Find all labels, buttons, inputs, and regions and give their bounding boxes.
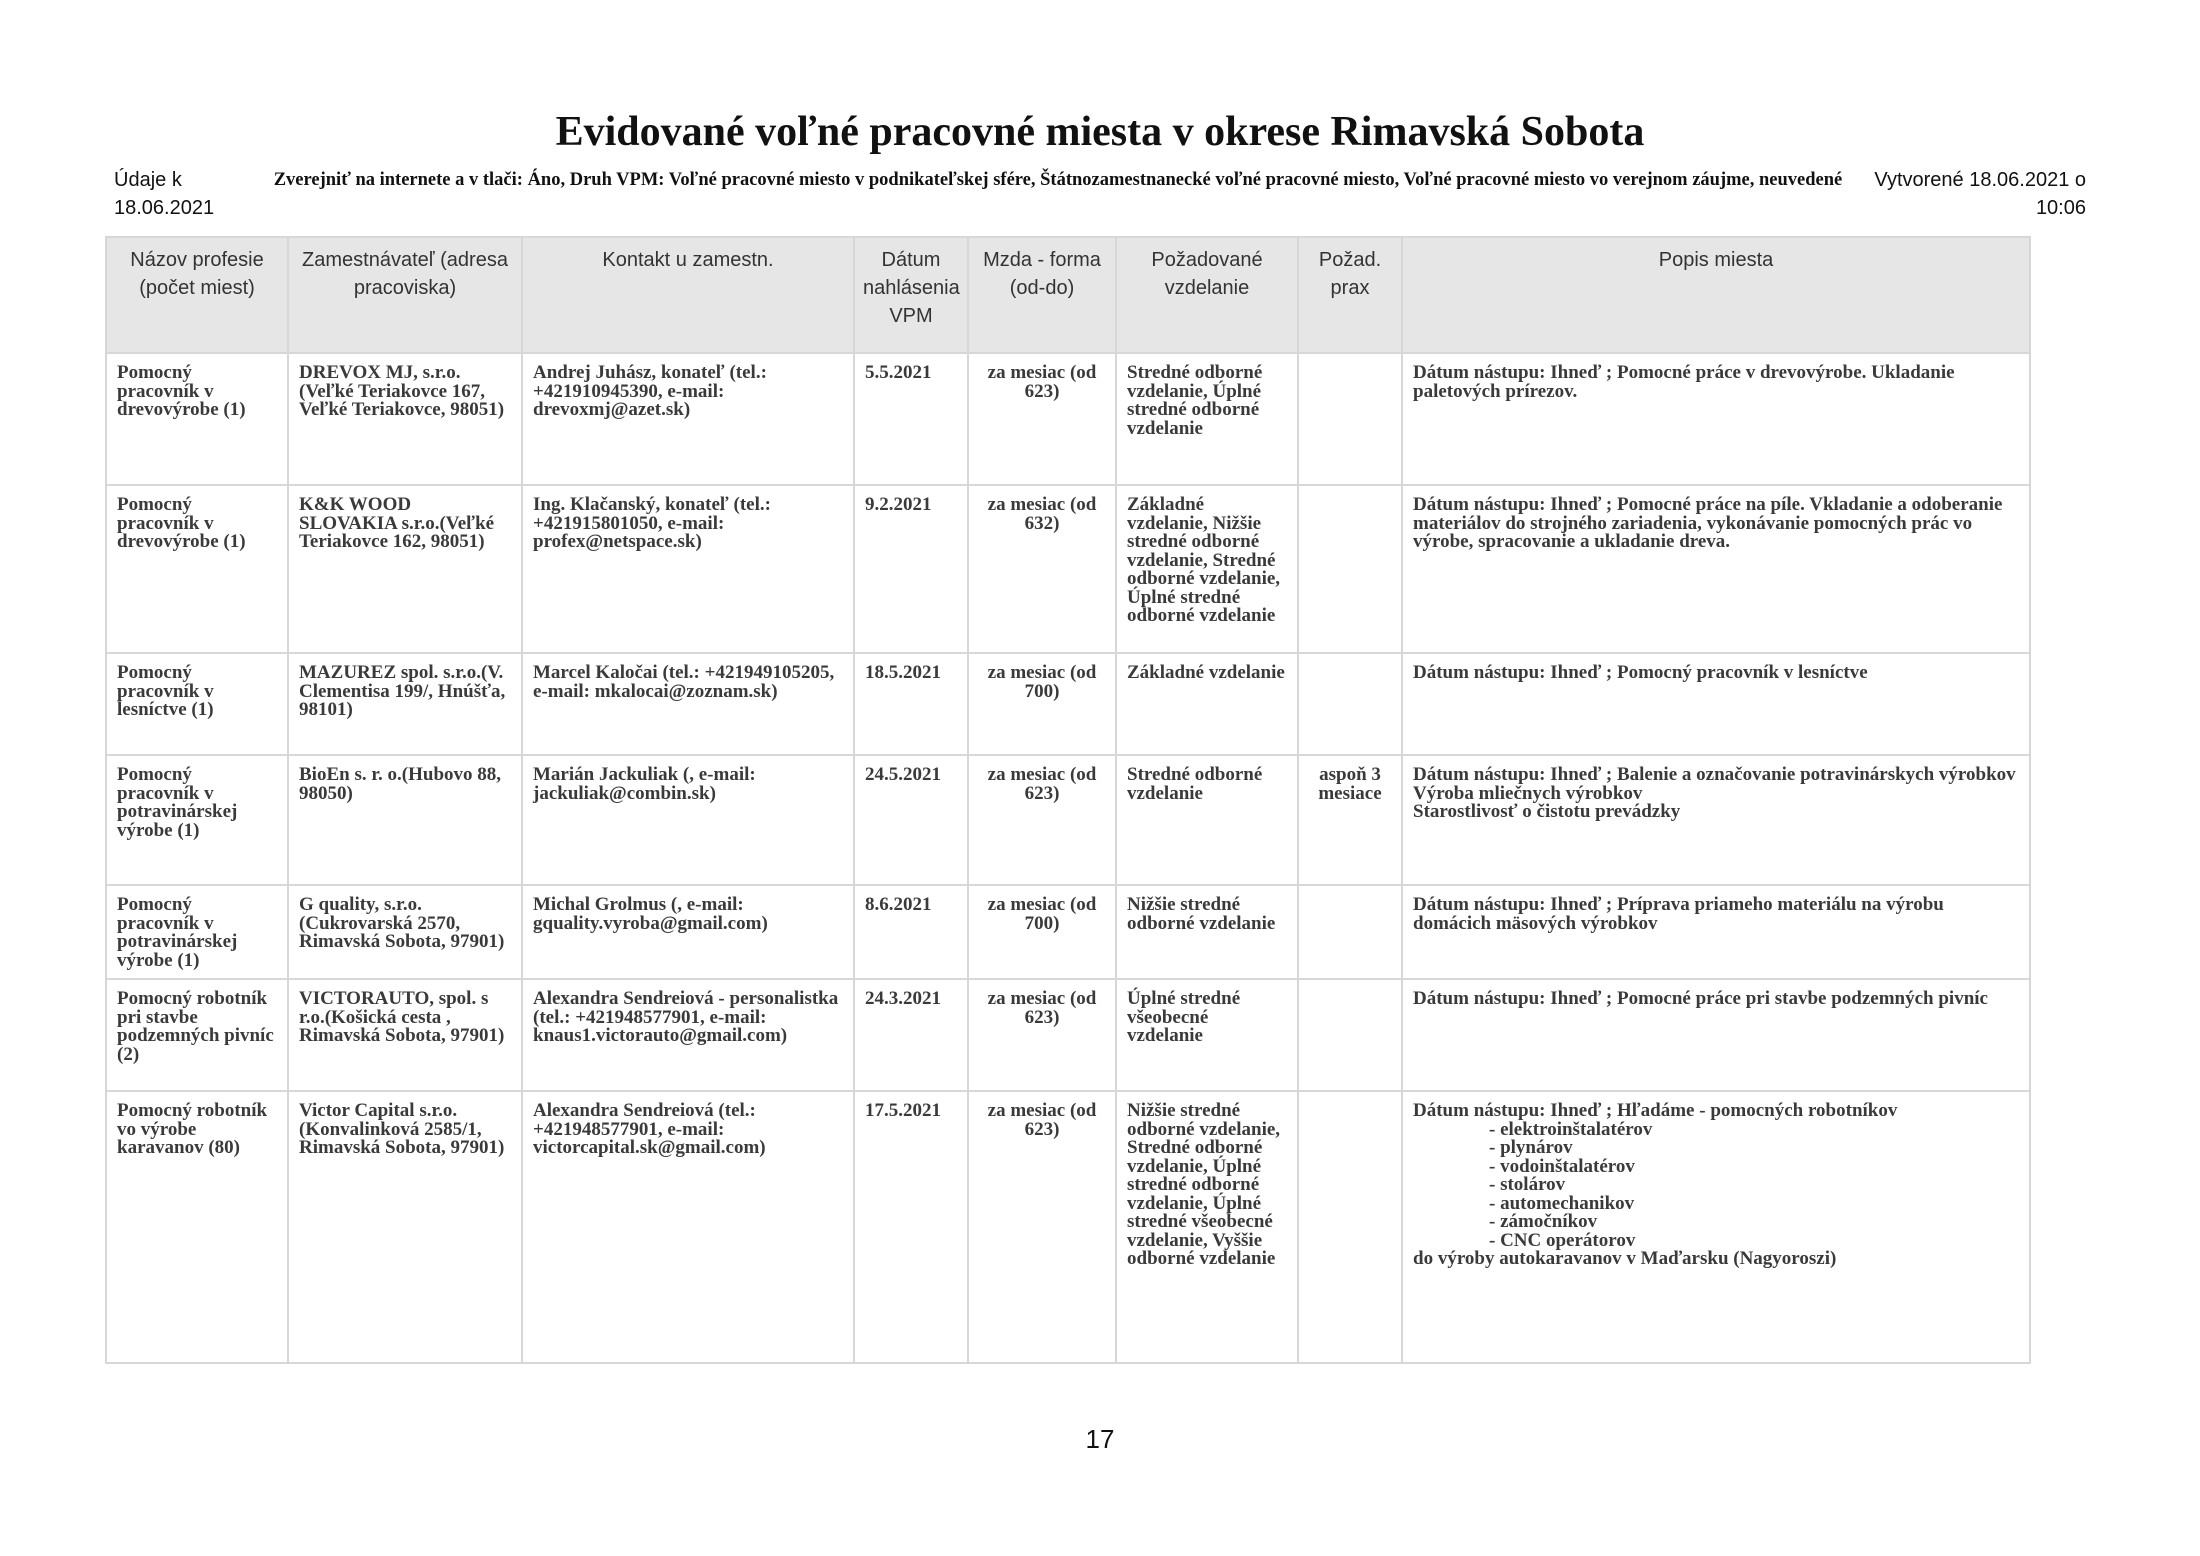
description-line: - automechanikov bbox=[1489, 1192, 1635, 1214]
practice-cell bbox=[1298, 653, 1402, 755]
column-header-description: Popis miesta bbox=[1402, 237, 2030, 353]
description-line: - vodoinštalatérov bbox=[1489, 1155, 1635, 1177]
education-cell: Úplné stredné všeobecné vzdelanie bbox=[1116, 979, 1298, 1091]
contact-cell: Marián Jackuliak (, e-mail: jackuliak@combin.sk) bbox=[522, 755, 854, 885]
practice-cell bbox=[1298, 485, 1402, 653]
table-row bbox=[106, 1091, 2030, 1363]
description-line: Výroba mliečnych výrobkov bbox=[1413, 782, 1643, 804]
practice-cell bbox=[1298, 1091, 1402, 1363]
profession-cell: Pomocný robotník pri stavbe podzemných pivníc (2) bbox=[106, 979, 288, 1091]
page-title: Evidované voľné pracovné miesta v okrese Rimavská Sobota bbox=[555, 109, 1645, 155]
column-header-wage: Mzda - forma (od-do) bbox=[968, 237, 1116, 353]
contact-cell: Alexandra Sendreiová - personalistka (tel.: +421948577901, e-mail: knaus1.victorauto@gmail.com) bbox=[522, 979, 854, 1091]
practice-cell bbox=[1298, 979, 1402, 1091]
employer-cell: DREVOX MJ, s.r.o.(Veľké Teriakovce 167, Veľké Teriakovce, 98051) bbox=[288, 353, 522, 485]
column-header-employer: Zamestnávateľ (adresa pracoviska) bbox=[288, 237, 522, 353]
employer-cell: G quality, s.r.o.(Cukrovarská 2570, Rimavská Sobota, 97901) bbox=[288, 885, 522, 979]
description-line: Starostlivosť o čistotu prevádzky bbox=[1413, 801, 1681, 822]
practice-cell bbox=[1298, 353, 1402, 485]
description-line: - zámočníkov bbox=[1489, 1211, 1598, 1232]
description-line: Dátum nástupu: Ihneď ; Pomocné práce v drevovýrobe. Ukladanie paletových prírezov. bbox=[1413, 362, 1955, 402]
education-cell: Nižšie stredné odborné vzdelanie bbox=[1116, 885, 1298, 979]
education-cell: Stredné odborné vzdelanie, Úplné stredné odborné vzdelanie bbox=[1116, 353, 1298, 485]
wage-cell: za mesiac (od 623) bbox=[968, 979, 1116, 1091]
table-row bbox=[106, 979, 2030, 1091]
table-row bbox=[106, 485, 2030, 653]
date-cell: 17.5.2021 bbox=[854, 1091, 968, 1363]
vacancies-table bbox=[105, 236, 2031, 1364]
employer-cell: VICTORAUTO, spol. s r.o.(Košická cesta , Rimavská Sobota, 97901) bbox=[288, 979, 522, 1091]
contact-cell: Marcel Kaločai (tel.: +421949105205, e-mail: mkalocai@zoznam.sk) bbox=[522, 653, 854, 755]
practice-cell bbox=[1298, 885, 1402, 979]
column-header-date: Dátum nahlásenia VPM bbox=[854, 237, 968, 353]
wage-cell: za mesiac (od 623) bbox=[968, 755, 1116, 885]
profession-cell: Pomocný pracovník v drevovýrobe (1) bbox=[106, 485, 288, 653]
wage-cell: za mesiac (od 700) bbox=[968, 885, 1116, 979]
wage-cell: za mesiac (od 623) bbox=[968, 1091, 1116, 1363]
description-line: - plynárov bbox=[1489, 1137, 1573, 1158]
description-line: Dátum nástupu: Ihneď ; Balenie a označovanie potravinárskych výrobkov bbox=[1413, 764, 2016, 785]
column-header-contact: Kontakt u zamestn. bbox=[522, 237, 854, 353]
date-cell: 18.5.2021 bbox=[854, 653, 968, 755]
column-header-profession: Názov profesie (počet miest) bbox=[106, 237, 288, 353]
publication-filter: Zverejniť na internete a v tlači: Áno, Druh VPM: Voľné pracovné miesto v podnikateľskej sfére, Štátnozamestnanecké voľné pracovné miesto, Voľné pracovné miesto vo verejnom záujme, neuvedené bbox=[273, 170, 1843, 190]
data-as-of-date: 18.06.2021 bbox=[114, 197, 215, 219]
table-header-row bbox=[106, 237, 2030, 353]
data-as-of bbox=[114, 166, 254, 222]
data-as-of-label: Údaje k bbox=[114, 169, 182, 191]
education-cell: Nižšie stredné odborné vzdelanie, Stredné odborné vzdelanie, Úplné stredné odborné vzdelanie, Úplné stredné všeobecné vzdelanie, Vyššie odborné vzdelanie bbox=[1116, 1091, 1298, 1363]
description-line: - stolárov bbox=[1489, 1174, 1566, 1195]
practice-cell: aspoň 3 mesiace bbox=[1298, 755, 1402, 885]
description-cell bbox=[1402, 1091, 2030, 1363]
description-line: Dátum nástupu: Ihneď ; Pomocný pracovník v lesníctve bbox=[1413, 662, 1868, 683]
description-cell bbox=[1402, 979, 2030, 1091]
profession-cell: Pomocný pracovník v potravinárskej výrobe (1) bbox=[106, 755, 288, 885]
wage-cell: za mesiac (od 623) bbox=[968, 353, 1116, 485]
education-cell: Základné vzdelanie, Nižšie stredné odborné vzdelanie, Stredné odborné vzdelanie, Úplné stredné odborné vzdelanie bbox=[1116, 485, 1298, 653]
wage-cell: za mesiac (od 632) bbox=[968, 485, 1116, 653]
description-line: Dátum nástupu: Ihneď ; Pomocné práce pri stavbe podzemných pivníc bbox=[1413, 988, 1988, 1009]
employer-cell: MAZUREZ spol. s.r.o.(V. Clementisa 199/, Hnúšťa, 98101) bbox=[288, 653, 522, 755]
contact-cell: Ing. Klačanský, konateľ (tel.: +421915801050, e-mail: profex@netspace.sk) bbox=[522, 485, 854, 653]
wage-cell: za mesiac (od 700) bbox=[968, 653, 1116, 755]
description-line: Dátum nástupu: Ihneď ; Pomocné práce na píle. Vkladanie a odoberanie materiálov do strojného zariadenia, vykonávanie pomocných prác vo výrobe, spracovanie a ukladanie dreva. bbox=[1413, 494, 2003, 552]
education-cell: Stredné odborné vzdelanie bbox=[1116, 755, 1298, 885]
description-line: do výroby autokaravanov v Maďarsku (Nagyoroszi) bbox=[1413, 1248, 1837, 1269]
date-cell: 24.3.2021 bbox=[854, 979, 968, 1091]
employer-cell: BioEn s. r. o.(Hubovo 88, 98050) bbox=[288, 755, 522, 885]
employer-cell: Victor Capital s.r.o.(Konvalinková 2585/1, Rimavská Sobota, 97901) bbox=[288, 1091, 522, 1363]
description-line: - elektroinštalatérov bbox=[1489, 1118, 1653, 1140]
description-cell bbox=[1402, 353, 2030, 485]
date-cell: 24.5.2021 bbox=[854, 755, 968, 885]
description-line: Dátum nástupu: Ihneď ; Príprava priameho materiálu na výrobu domácich mäsových výrobkov bbox=[1413, 894, 1944, 934]
date-cell: 9.2.2021 bbox=[854, 485, 968, 653]
date-cell: 5.5.2021 bbox=[854, 353, 968, 485]
education-cell: Základné vzdelanie bbox=[1116, 653, 1298, 755]
contact-cell: Michal Grolmus (, e-mail: gquality.vyroba@gmail.com) bbox=[522, 885, 854, 979]
table-row bbox=[106, 653, 2030, 755]
contact-cell: Andrej Juhász, konateľ (tel.: +421910945390, e-mail: drevoxmj@azet.sk) bbox=[522, 353, 854, 485]
table-body bbox=[106, 353, 2030, 1363]
description-cell bbox=[1402, 885, 2030, 979]
column-header-practice: Požad. prax bbox=[1298, 237, 1402, 353]
profession-cell: Pomocný robotník vo výrobe karavanov (80) bbox=[106, 1091, 288, 1363]
employer-cell: K&K WOOD SLOVAKIA s.r.o.(Veľké Teriakovce 162, 98051) bbox=[288, 485, 522, 653]
date-cell: 8.6.2021 bbox=[854, 885, 968, 979]
profession-cell: Pomocný pracovník v lesníctve (1) bbox=[106, 653, 288, 755]
created-timestamp: Vytvorené 18.06.2021 o 10:06 bbox=[1874, 169, 2086, 219]
table-row bbox=[106, 755, 2030, 885]
profession-cell: Pomocný pracovník v drevovýrobe (1) bbox=[106, 353, 288, 485]
description-line: - CNC operátorov bbox=[1489, 1229, 1636, 1251]
table-row bbox=[106, 885, 2030, 979]
description-line: Dátum nástupu: Ihneď ; Hľadáme - pomocných robotníkov bbox=[1413, 1100, 1898, 1121]
description-cell bbox=[1402, 653, 2030, 755]
description-cell bbox=[1402, 755, 2030, 885]
contact-cell: Alexandra Sendreiová (tel.: +421948577901, e-mail: victorcapital.sk@gmail.com) bbox=[522, 1091, 854, 1363]
page-number: 17 bbox=[1085, 1424, 1115, 1454]
description-cell bbox=[1402, 485, 2030, 653]
profession-cell: Pomocný pracovník v potravinárskej výrobe (1) bbox=[106, 885, 288, 979]
table-row bbox=[106, 353, 2030, 485]
column-header-education: Požadované vzdelanie bbox=[1116, 237, 1298, 353]
